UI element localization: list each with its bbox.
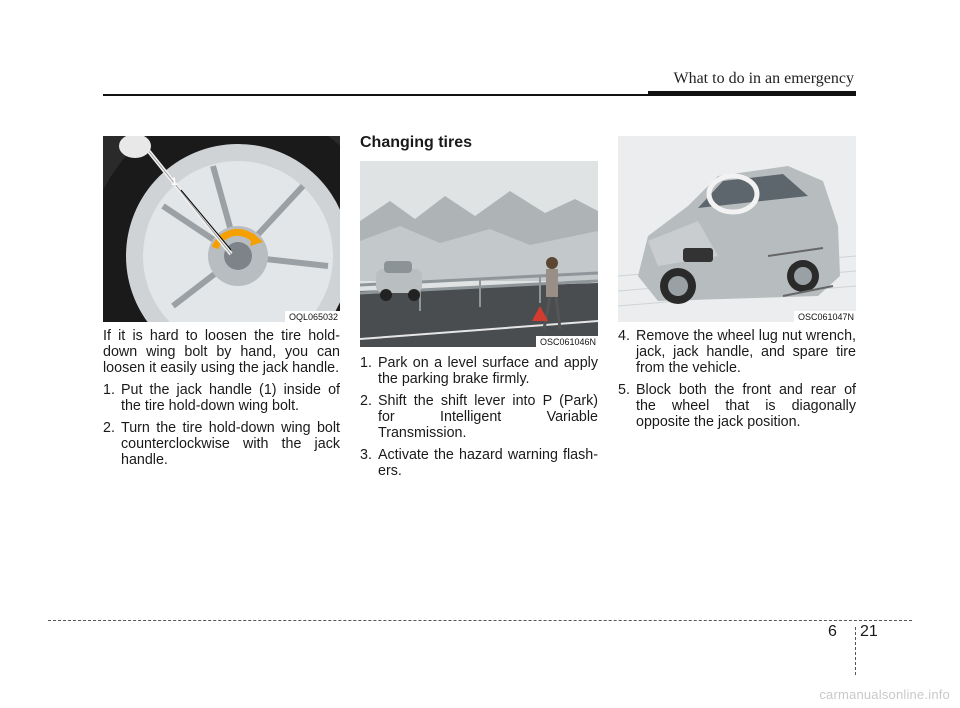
right-text-column (618, 322, 856, 430)
intro-paragraph: If it is hard to loosen the tire hold-down wing bolt by hand, you can loosen it easily using the jack handle. (103, 328, 340, 376)
step-number: 1. (103, 382, 115, 398)
step-number: 3. (360, 447, 372, 463)
footer-rule (48, 620, 912, 621)
figure-code: OSC061047N (794, 311, 856, 322)
roadside-figure (360, 161, 598, 347)
left-text-column (103, 328, 340, 468)
step-number: 4. (618, 328, 630, 344)
section-heading: Changing tires (360, 134, 473, 151)
figure-code: OSC061046N (536, 336, 598, 347)
roadside-illustration (360, 161, 598, 347)
step-text: Activate the hazard warning flash-ers. (378, 447, 598, 479)
step-text: Park on a level surface and apply the parking brake firmly. (378, 355, 598, 387)
spare-tire-figure (103, 136, 340, 322)
step-text: Block both the front and rear of the wheel that is diagonally opposite the jack position. (636, 382, 856, 430)
list-item (618, 328, 856, 376)
car-jack-figure (618, 136, 856, 322)
step-text: Turn the tire hold-down wing bolt counterclockwise with the jack handle. (121, 420, 340, 468)
middle-text-column (360, 349, 598, 479)
list-item (360, 393, 598, 441)
step-text: Remove the wheel lug nut wrench, jack, jack handle, and spare tire from the vehicle. (636, 328, 856, 376)
section-header-title: What to do in an emergency (673, 70, 854, 87)
list-item (360, 355, 598, 387)
page-number-divider (855, 627, 856, 675)
figure-code: OQL065032 (285, 311, 340, 322)
list-item (618, 382, 856, 430)
step-number: 2. (360, 393, 372, 409)
list-item (103, 420, 340, 468)
car-jack-illustration (618, 136, 856, 322)
header-tab-bar (648, 91, 856, 96)
watermark-text: carmanualsonline.info (819, 687, 950, 702)
step-number: 2. (103, 420, 115, 436)
list-item (360, 447, 598, 479)
spare-tire-illustration (103, 136, 340, 322)
step-number: 1. (360, 355, 372, 371)
page-number: 21 (860, 623, 878, 640)
step-text: Put the jack handle (1) inside of the tire hold-down wing bolt. (121, 382, 340, 414)
chapter-number: 6 (828, 623, 837, 640)
list-item (103, 382, 340, 414)
step-text: Shift the shift lever into P (Park) for Intelligent Variable Transmission. (378, 393, 598, 441)
step-number: 5. (618, 382, 630, 398)
callout-number: 1 (171, 176, 178, 188)
